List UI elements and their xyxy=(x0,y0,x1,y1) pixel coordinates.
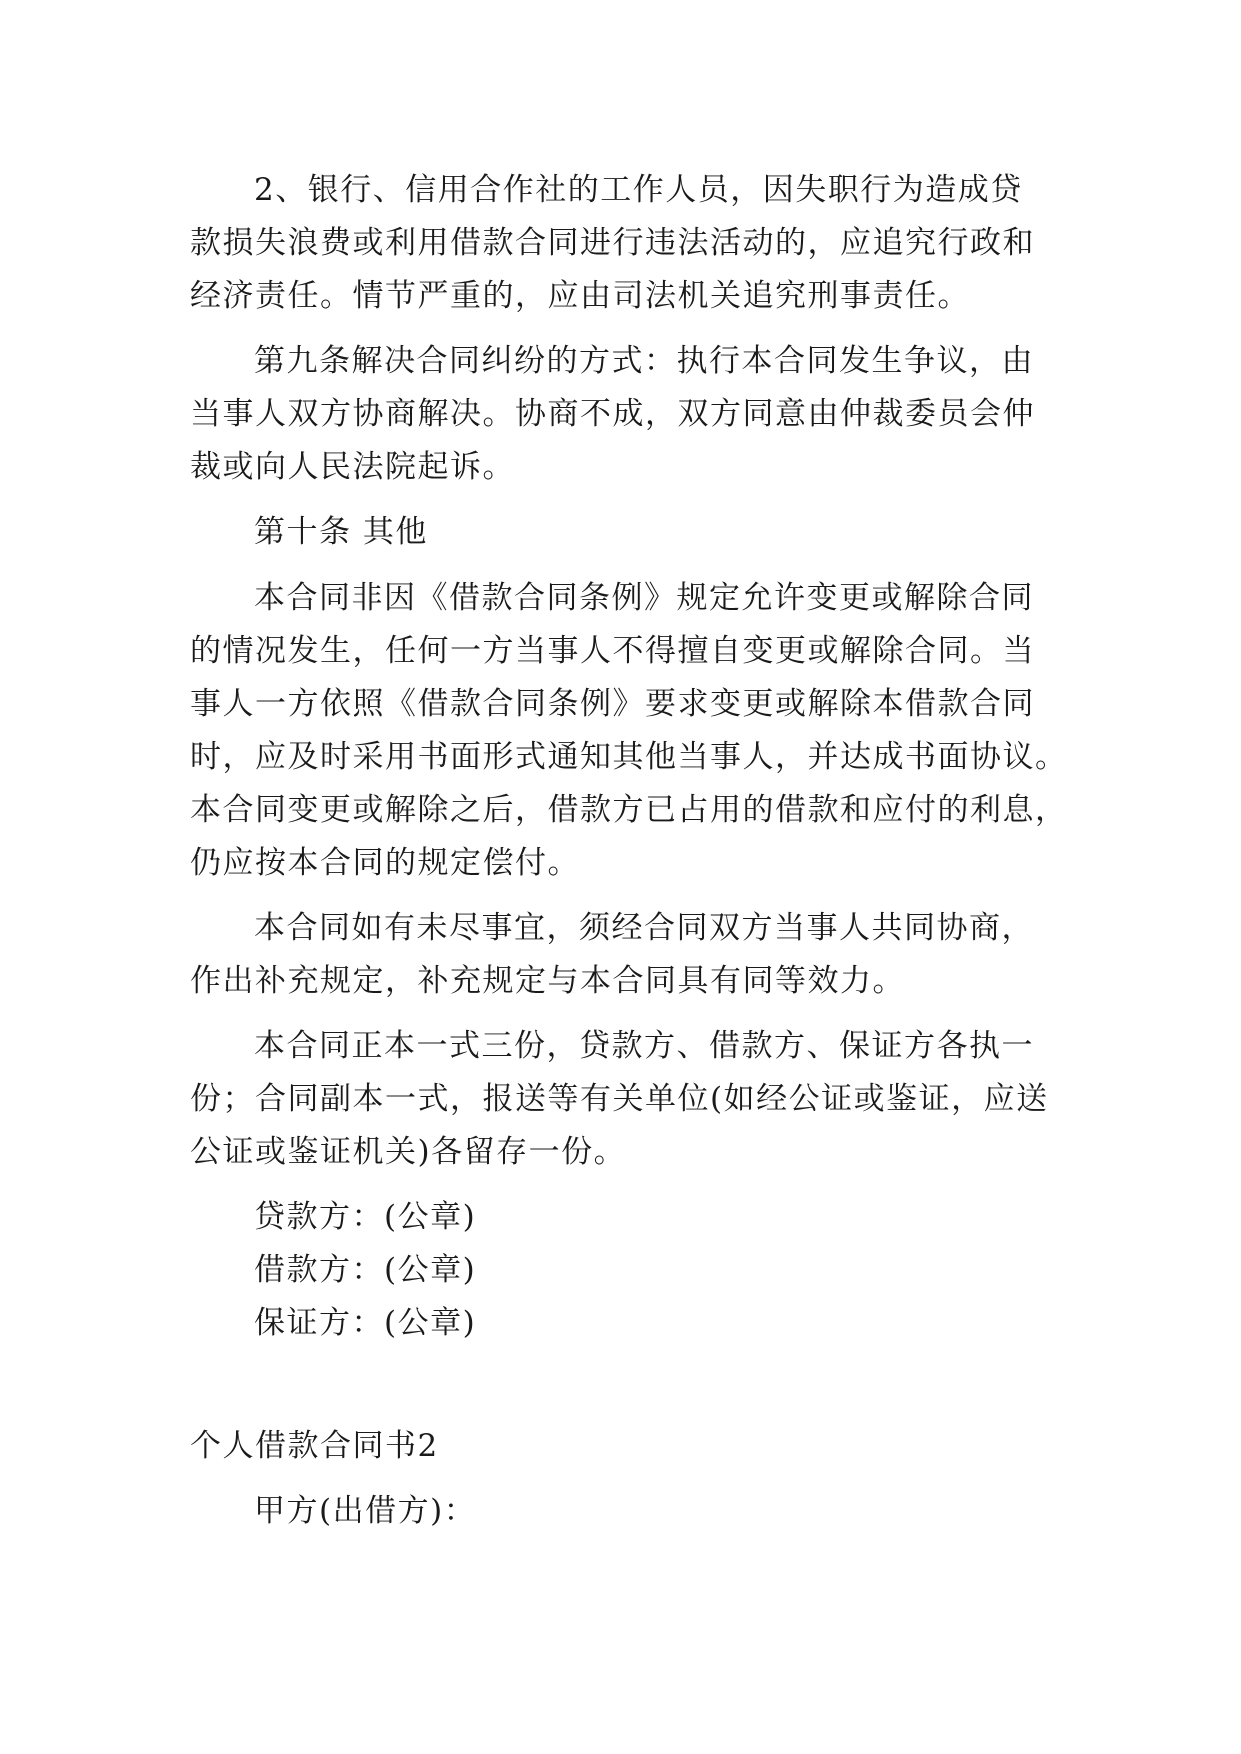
signature-line-borrower: 借款方：(公章) xyxy=(254,1252,477,1288)
paragraph-line: 2、银行、信用合作社的工作人员，因失职行为造成贷 xyxy=(254,172,1023,208)
paragraph-line: 裁或向人民法院起诉。 xyxy=(190,449,515,485)
paragraph-line: 作出补充规定，补充规定与本合同具有同等效力。 xyxy=(190,963,905,999)
paragraph-line: 时，应及时采用书面形式通知其他当事人，并达成书面协议。 xyxy=(190,739,1068,775)
party-a-line: 甲方(出借方)： xyxy=(254,1493,477,1529)
paragraph-line: 当事人双方协商解决。协商不成，双方同意由仲裁委员会仲 xyxy=(190,396,1035,432)
document-title: 个人借款合同书2 xyxy=(190,1428,439,1464)
signature-line-guarantor: 保证方：(公章) xyxy=(254,1305,477,1341)
paragraph-line: 本合同如有未尽事宜，须经合同双方当事人共同协商， xyxy=(254,910,1034,946)
signature-line-lender: 贷款方：(公章) xyxy=(254,1199,477,1235)
paragraph-line: 份；合同副本一式，报送等有关单位(如经公证或鉴证，应送 xyxy=(190,1081,1049,1117)
paragraph-line: 款损失浪费或利用借款合同进行违法活动的，应追究行政和 xyxy=(190,225,1035,261)
paragraph-line: 本合同正本一式三份，贷款方、借款方、保证方各执一 xyxy=(254,1028,1034,1064)
section-heading: 第十条 其他 xyxy=(254,514,428,550)
paragraph-line: 公证或鉴证机关)各留存一份。 xyxy=(190,1134,627,1170)
paragraph-line: 事人一方依照《借款合同条例》要求变更或解除本借款合同 xyxy=(190,686,1035,722)
paragraph-line: 经济责任。情节严重的，应由司法机关追究刑事责任。 xyxy=(190,278,970,314)
paragraph-line: 仍应按本合同的规定偿付。 xyxy=(190,845,580,881)
paragraph-line: 第九条解决合同纠纷的方式：执行本合同发生争议，由 xyxy=(254,343,1034,379)
paragraph-line: 的情况发生，任何一方当事人不得擅自变更或解除合同。当 xyxy=(190,633,1035,669)
paragraph-line: 本合同变更或解除之后，借款方已占用的借款和应付的利息， xyxy=(190,792,1068,828)
paragraph-line: 本合同非因《借款合同条例》规定允许变更或解除合同 xyxy=(254,580,1034,616)
